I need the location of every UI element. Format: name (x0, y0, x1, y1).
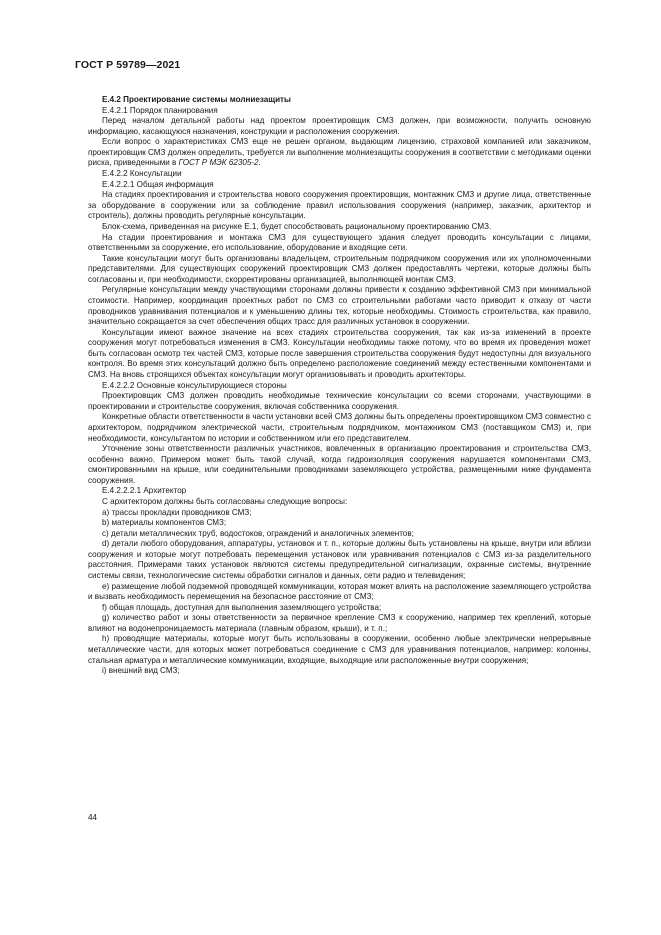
paragraph: Конкретные области ответственности в части установки всей СМЗ должны быть определены проектировщиком СМЗ совместно с архитектором, подрядчиком электрической части, строительным подрядчиком, монтажником СМЗ (поставщиком СМЗ) и, при необходимости, консультантом по истории и собственником или его представителем. (88, 412, 591, 443)
paragraph-with-reference (88, 137, 591, 169)
list-item: a) трассы прокладки проводников СМЗ; (102, 507, 252, 517)
list-item: e) размещение любой подземной проводящей коммуникации, которая может влиять на расположение заземляющего устройства и вызвать необходимость перемещения на безопасное расстояние от СМЗ; (88, 581, 591, 602)
paragraph: На стадиях проектирования и строительства нового сооружения проектировщик, монтажник СМЗ и другие лица, ответственные за оборудование в сооружении или за соблюдение правил использования сооружения (например, заказчик, архитектор и строитель), должны проводить регулярные консультации. (88, 190, 591, 221)
subsection-heading: Е.4.2.2.1 Общая информация (102, 179, 214, 189)
page-number: 44 (88, 813, 98, 822)
subsection-heading: Е.4.2.2 Консультации (102, 169, 182, 179)
paragraph: Такие консультации могут быть организованы владельцем, строительным подрядчиком сооружения или их уполномоченными представителями. Для существующих сооружений проектировщик СМЗ должен предоставлять чертежи, которые должны быть согласованы и, при необходимости, скорректированы организацией, выполняющей монтаж СМЗ. (88, 253, 591, 284)
paragraph-text: Если вопрос о характеристиках СМЗ еще не решен органом, выдающим лицензию, страховой компанией или заказчиком, проектировщик СМЗ должен определить, требуется ли выполнение молниезащиты сооружения в соответствии с методиками оценки риска, приведенными в (88, 137, 591, 168)
paragraph: Консультации имеют важное значение на всех стадиях строительства сооружения, так как из-за изменений в проекте сооружения могут потребоваться изменения в СМЗ. Консультации необходимы также потому, что во время их проведения может быть согласован осмотр тех частей СМЗ, которые после завершения строительства сооружения будут недоступны для визуального контроля. Во время этих консультаций должно быть определено расположение соединений между естественными компонентами и СМЗ. На вновь строящихся объектах консультации могут организовывать и проводить архитекторы. (88, 327, 591, 380)
list-item: b) материалы компонентов СМЗ; (102, 518, 227, 528)
section-heading: Е.4.2 Проектирование системы молниезащиты (102, 95, 291, 104)
list-item: g) количество работ и зоны ответственности за первичное крепление СМЗ к сооружению, например тех креплений, которые влияют на водонепроницаемость материала (главным образом, крыши), и т. п.; (88, 613, 591, 633)
paragraph: С архитектором должны быть согласованы следующие вопросы: (102, 496, 348, 506)
list-item: h) проводящие материалы, которые могут быть использованы в сооружении, особенно любые электрически непрерывные металлические части, для которых может потребоваться соединение с СМЗ для уравнивания потенциалов, например: колонны, стальная арматура и металлические коммуникации, входящие, выходящие или расположенные внутри сооружения; (88, 634, 591, 665)
paragraph: Проектировщик СМЗ должен проводить необходимые технические консультации со всеми сторонами, участвующими в проектировании и строительстве сооружения, включая собственника сооружения. (88, 391, 591, 411)
paragraph: Уточнение зоны ответственности различных участников, вовлеченных в организацию проектирования и строительства СМЗ, особенно важно. Примером может быть такой случай, когда гидроизоляция сооружения нарушается компонентами СМЗ, смонтированными на крыше, или соединительными проводниками заземляющего устройства, размещенными ниже фундамента сооружения. (88, 444, 591, 485)
paragraph: Регулярные консультации между участвующими сторонами должны привести к созданию эффективной СМЗ при минимальной стоимости. Например, координация проектных работ по СМЗ со строительными работами часто приводит к отказу от части проводников уравнивания потенциалов и к уменьшению длины тех, которые необходимы. Стоимость строительства, как правило, значительно сокращается за счет обеспечения общих трасс для различных установок в сооружении. (88, 285, 591, 327)
paragraph: Блок-схема, приведенная на рисунке Е.1, будет способствовать рациональному проектированию СМЗ. (102, 221, 492, 231)
list-item: d) детали любого оборудования, аппаратуры, установок и т. п., которые должны быть установлены на крыше, внутри или вблизи сооружения и которые могут потребовать перемещения установок или уравнивания потенциалов с СМЗ из-за разделительного расстояния. Примерами таких установок являются системы предупредительной сигнализации, охранные системы, внутренние системы связи, технологические системы обработки сигналов и данных, сети радио и телевидения; (88, 539, 591, 581)
paragraph-tail: . (258, 158, 261, 168)
subsection-heading: Е.4.2.2.2 Основные консультирующиеся стороны (102, 380, 287, 390)
document-body (88, 95, 591, 677)
list-item: c) детали металлических труб, водостоков, ограждений и аналогичных элементов; (102, 528, 414, 538)
subsection-heading: Е.4.2.2.2.1 Архитектор (102, 486, 187, 496)
list-item: f) общая площадь, доступная для выполнения заземляющего устройства; (102, 602, 382, 612)
paragraph: На стадии проектирования и монтажа СМЗ для существующего здания следует проводить консультации с лицами, ответственными за сооружение, его использование, оборудование и входящие сети. (88, 232, 591, 253)
list-item: i) внешний вид СМЗ; (102, 666, 180, 676)
subsection-heading: Е.4.2.1 Порядок планирования (102, 105, 218, 115)
document-header: ГОСТ Р 59789—2021 (75, 59, 181, 71)
standard-reference: ГОСТ Р МЭК 62305-2 (178, 158, 259, 168)
paragraph: Перед началом детальной работы над проектом проектировщик СМЗ должен, при возможности, получить основную информацию, касающуюся назначения, конструкции и расположения сооружения. (88, 116, 591, 136)
